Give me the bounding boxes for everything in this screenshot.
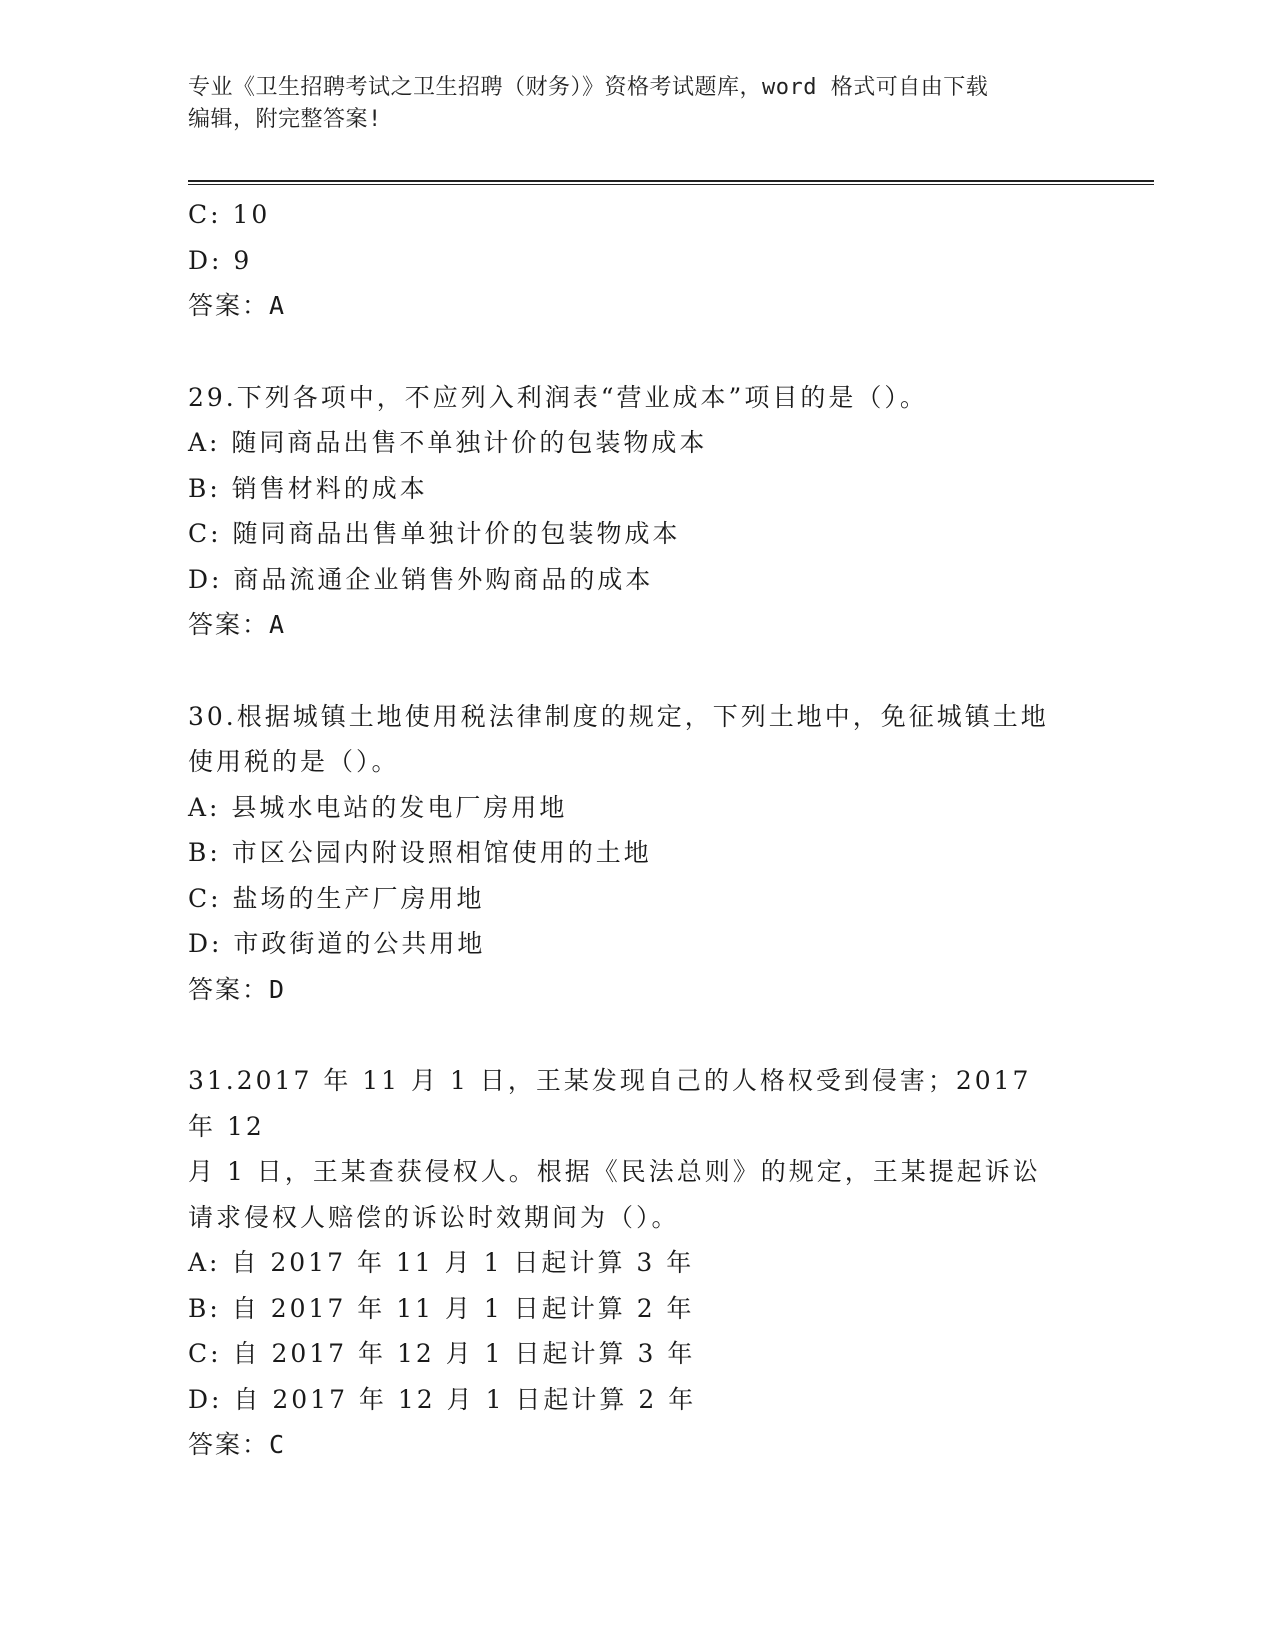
option-c: C: 自 2017 年 12 月 1 日起计算 3 年 <box>188 1339 696 1368</box>
option-c: C: 10 <box>188 200 271 229</box>
spacer <box>188 1012 1088 1058</box>
answer-label: 答案： <box>188 974 270 1004</box>
header-divider <box>188 180 1154 182</box>
answer-value: C <box>269 1430 285 1459</box>
question-stem <box>188 1058 1068 1240</box>
question-list <box>188 192 1088 1468</box>
option-d: D: 商品流通企业销售外购商品的成本 <box>188 564 654 594</box>
option-c: C: 盐场的生产厂房用地 <box>188 883 485 913</box>
question-stem-line: 29.下列各项中，不应列入利润表“营业成本”项目的是（）。 <box>188 382 928 412</box>
answer-line <box>188 602 1088 648</box>
option-a: A: 自 2017 年 11 月 1 日起计算 3 年 <box>188 1248 695 1277</box>
question-stem-line: 请求侵权人赔偿的诉讼时效期间为（）。 <box>188 1202 680 1232</box>
question-28-continued <box>188 192 1088 329</box>
question-stem-line: 月 1 日，王某查获侵权人。根据《民法总则》的规定，王某提起诉讼 <box>188 1157 1041 1186</box>
question-stem-line: 30.根据城镇土地使用税法律制度的规定，下列土地中，免征城镇土地 <box>188 701 1049 731</box>
header-divider-thin <box>188 184 1154 185</box>
question-31 <box>188 1058 1088 1468</box>
answer-line <box>188 1422 1088 1468</box>
header-line-1: 专业《卫生招聘考试之卫生招聘（财务）》资格考试题库，word 格式可自由下载 <box>188 75 989 100</box>
spacer <box>188 648 1088 694</box>
option-b: B: 销售材料的成本 <box>188 473 428 503</box>
answer-value: D <box>269 974 285 1004</box>
spacer <box>188 329 1088 375</box>
option-a: A: 县城水电站的发电厂房用地 <box>188 792 568 822</box>
option-b: B: 自 2017 年 11 月 1 日起计算 2 年 <box>188 1293 695 1323</box>
header-line-2: 编辑，附完整答案! <box>188 107 382 132</box>
answer-label: 答案： <box>188 1430 270 1459</box>
answer-label: 答案： <box>188 610 270 639</box>
option-c: C: 随同商品出售单独计价的包装物成本 <box>188 519 681 548</box>
answer-value: A <box>269 610 285 639</box>
question-stem <box>188 375 1068 421</box>
answer-line <box>188 967 1088 1013</box>
question-30 <box>188 694 1088 1013</box>
answer-value: A <box>269 291 285 320</box>
answer-line <box>188 283 1088 329</box>
question-stem-line: 31.2017 年 11 月 1 日，王某发现自己的人格权受到侵害；2017 年 12 <box>188 1066 1032 1141</box>
option-d: D: 自 2017 年 12 月 1 日起计算 2 年 <box>188 1384 697 1414</box>
option-d: D: 9 <box>188 245 253 275</box>
answer-label: 答案： <box>188 291 270 320</box>
option-d: D: 市政街道的公共用地 <box>188 929 486 958</box>
question-29 <box>188 375 1088 648</box>
option-b: B: 市区公园内附设照相馆使用的土地 <box>188 838 652 867</box>
option-a: A: 随同商品出售不单独计价的包装物成本 <box>188 428 708 457</box>
question-stem-line: 使用税的是（）。 <box>188 747 400 776</box>
page-header <box>188 72 1078 136</box>
question-stem <box>188 694 1068 785</box>
